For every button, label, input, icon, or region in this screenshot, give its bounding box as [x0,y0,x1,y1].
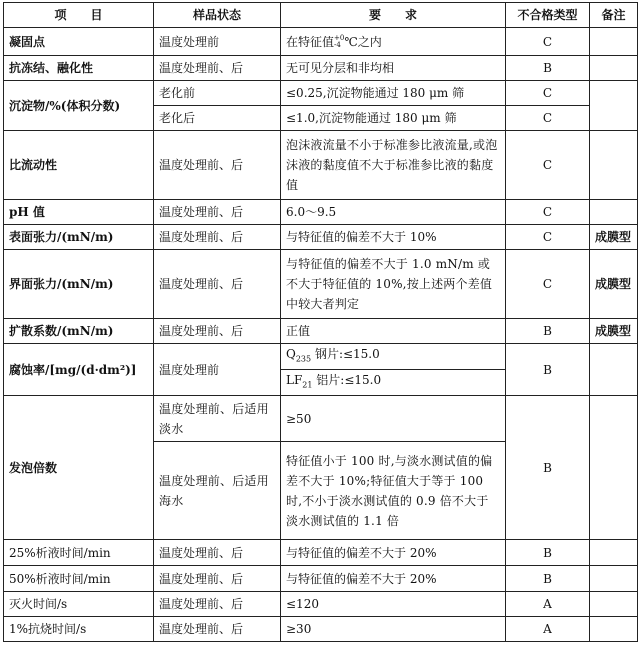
defect-type-cell: C [506,81,590,106]
specification-table [3,2,638,642]
remark-cell: 成膜型 [590,250,638,319]
state-cell: 温度处理前 [154,344,281,396]
state-cell: 温度处理前、后 [154,319,281,344]
state-cell: 温度处理前、后 [154,592,281,617]
state-cell: 温度处理前、后适用海水 [154,442,281,540]
state-cell: 老化后 [154,106,281,131]
state-cell: 温度处理前、后 [154,566,281,592]
defect-type-cell: C [506,28,590,56]
header-remark: 备注 [590,3,638,28]
requirement-text: 铝片:≤15.0 [312,372,382,387]
remark-cell [590,566,638,592]
requirement-cell: 泡沫液流量不小于标准参比液流量,或泡沫液的黏度值不大于标准参比液的黏度值 [281,131,506,200]
requirement-cell: ≤1.0,沉淀物能通过 180 μm 筛 [281,106,506,131]
requirement-cell: 特征值小于 100 时,与淡水测试值的偏差不大于 10%;特征值大于等于 100 时,不小于淡水测试值的 0.9 倍不大于淡水测试值的 1.1 倍 [281,442,506,540]
defect-type-cell: B [506,319,590,344]
material-code: Q [286,346,296,361]
material-subscript: 21 [302,380,313,390]
requirement-cell: 与特征值的偏差不大于 20% [281,566,506,592]
item-cell: 50%析液时间/min [4,566,154,592]
defect-type-cell: B [506,540,590,566]
remark-cell: 成膜型 [590,319,638,344]
table-row [4,617,638,642]
table-row [4,540,638,566]
item-cell: 25%析液时间/min [4,540,154,566]
item-cell: 灭火时间/s [4,592,154,617]
remark-cell [590,396,638,540]
defect-type-cell: B [506,566,590,592]
header-item: 项 目 [4,3,154,28]
defect-type-cell: B [506,344,590,396]
requirement-cell: 与特征值的偏差不大于 10% [281,225,506,250]
table-row [4,200,638,225]
remark-cell [590,540,638,566]
remark-cell [590,617,638,642]
state-cell: 温度处理前、后 [154,540,281,566]
requirement-cell: ≥30 [281,617,506,642]
header-requirement: 要 求 [281,3,506,28]
defect-type-cell: B [506,56,590,81]
remark-cell [590,344,638,396]
requirement-cell: ≤0.25,沉淀物能通过 180 μm 筛 [281,81,506,106]
table-row [4,81,638,106]
requirement-cell: 与特征值的偏差不大于 1.0 mN/m 或不大于特征值的 10%,按上述两个差值中较大者判定 [281,250,506,319]
state-cell: 温度处理前、后 [154,617,281,642]
item-cell: 沉淀物/%(体积分数) [4,81,154,131]
state-cell: 温度处理前、后 [154,131,281,200]
state-cell: 温度处理前、后 [154,250,281,319]
state-cell: 温度处理前、后适用淡水 [154,396,281,442]
remark-cell [590,56,638,81]
defect-type-cell: C [506,200,590,225]
table-row [4,250,638,319]
item-cell: 凝固点 [4,28,154,56]
material-code: LF [286,372,303,387]
remark-cell [590,131,638,200]
requirement-cell: 与特征值的偏差不大于 20% [281,540,506,566]
table-row [4,566,638,592]
defect-type-cell: A [506,592,590,617]
material-subscript: 235 [295,354,312,364]
requirement-text: 钢片:≤15.0 [311,346,380,361]
requirement-cell: 无可见分层和非均相 [281,56,506,81]
item-cell: pH 值 [4,200,154,225]
tolerance-upper: +0 [334,34,345,42]
remark-cell [590,81,638,131]
item-cell: 抗冻结、融化性 [4,56,154,81]
remark-cell [590,200,638,225]
table-row [4,56,638,81]
defect-type-cell: B [506,396,590,540]
tolerance-stack [334,35,344,49]
remark-cell: 成膜型 [590,225,638,250]
defect-type-cell: A [506,617,590,642]
state-cell: 温度处理前、后 [154,225,281,250]
item-cell: 1%抗烧时间/s [4,617,154,642]
table-row [4,28,638,56]
item-cell: 发泡倍数 [4,396,154,540]
table-row [4,344,638,370]
table-row [4,225,638,250]
requirement-cell: 6.0～9.5 [281,200,506,225]
header-row [4,3,638,28]
defect-type-cell: C [506,225,590,250]
table-row [4,131,638,200]
requirement-text: 在特征值 [286,34,335,49]
tolerance-lower: -4 [334,41,341,49]
defect-type-cell: C [506,250,590,319]
requirement-cell: ≥50 [281,396,506,442]
requirement-cell: ≤120 [281,592,506,617]
defect-type-cell: C [506,106,590,131]
remark-cell [590,28,638,56]
header-state: 样品状态 [154,3,281,28]
item-cell: 腐蚀率/[mg/(d·dm²)] [4,344,154,396]
requirement-tail: ℃之内 [344,34,382,49]
header-defect-type: 不合格类型 [506,3,590,28]
item-cell: 表面张力/(mN/m) [4,225,154,250]
state-cell: 温度处理前 [154,28,281,56]
state-cell: 温度处理前、后 [154,200,281,225]
remark-cell [590,592,638,617]
table-row [4,592,638,617]
item-cell: 界面张力/(mN/m) [4,250,154,319]
requirement-cell [281,370,506,396]
state-cell: 温度处理前、后 [154,56,281,81]
requirement-cell [281,344,506,370]
requirement-cell [281,28,506,56]
table-row [4,396,638,442]
requirement-cell: 正值 [281,319,506,344]
table-row [4,319,638,344]
item-cell: 扩散系数/(mN/m) [4,319,154,344]
state-cell: 老化前 [154,81,281,106]
defect-type-cell: C [506,131,590,200]
item-cell: 比流动性 [4,131,154,200]
